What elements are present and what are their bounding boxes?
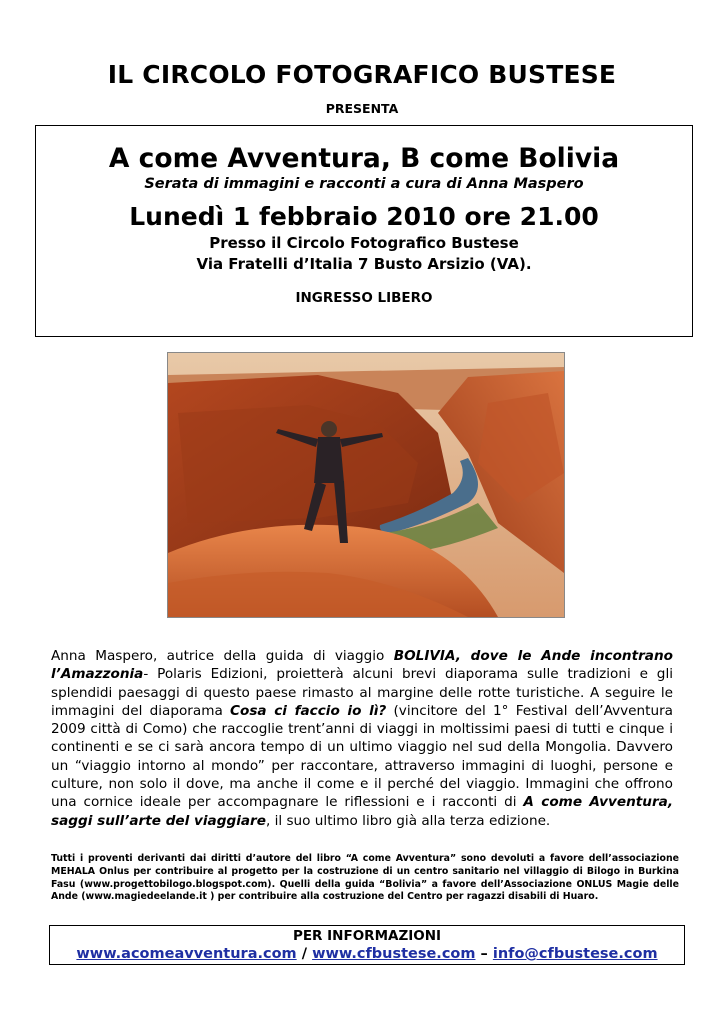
book-title-bolivia: BOLIVIA, dove le Ande incontrano l’Amazzonia	[51, 648, 673, 683]
venue-line-2: Via Fratelli d’Italia 7 Busto Arsizio (VA).	[196, 255, 532, 273]
event-box	[35, 125, 693, 337]
body-text-b: - Polaris Edizioni, proietterà alcuni brevi diaporama sulle tradizioni e gli splendidi paesaggi di questo paese rimasto al margine delle rotte turistiche. A seguire le immagini del diaporama	[51, 666, 673, 719]
info-box	[49, 925, 685, 965]
link-email[interactable]: info@cfbustese.com	[492, 946, 658, 962]
show-title: Cosa ci faccio io lì?	[230, 702, 387, 719]
event-title: A come Avventura, B come Bolivia	[108, 143, 620, 174]
body-text-d: , il suo ultimo libro già alla terza edizione.	[265, 812, 551, 829]
info-links	[50, 945, 684, 964]
venue-line-1: Presso il Circolo Fotografico Bustese	[209, 234, 519, 252]
link-cfbustese[interactable]: www.cfbustese.com	[312, 946, 476, 962]
separator: /	[296, 946, 313, 962]
body-text-a: Anna Maspero, autrice della guida di viaggio	[51, 648, 394, 664]
canyon-photo	[167, 352, 565, 618]
book-title-avventura: A come Avventura, saggi sull’arte del viaggiare	[51, 794, 673, 829]
footnote: Tutti i proventi derivanti dai diritti d’autore del libro “A come Avventura” sono devoluti a favore dell’associazione MEHALA Onlus per contribuire al progetto per la costruzione di un centro sanitario nel villaggio di Bilogo in Burkina Fasu (www.progettobilogo.blogspot.com). Quelli della guida “Bolivia” a favore dell’Associazione ONLUS Magie delle Ande (www.magiedeelande.it ) per contribuire alla costruzione del Centro per ragazzi disabili di Huaro.	[51, 853, 679, 903]
organization-title: IL CIRCOLO FOTOGRAFICO BUSTESE	[107, 60, 617, 89]
separator: –	[475, 946, 493, 962]
event-datetime: Lunedì 1 febbraio 2010 ore 21.00	[129, 202, 599, 231]
event-subtitle: Serata di immagini e racconti a cura di Anna Maspero	[144, 176, 584, 192]
link-acomeavventura[interactable]: www.acomeavventura.com	[76, 946, 297, 962]
presents-label: PRESENTA	[325, 101, 399, 116]
info-title: PER INFORMAZIONI	[292, 928, 442, 944]
body-text-c: (vincitore del 1° Festival dell’Avventura 2009 città di Como) che raccoglie trent’anni di viaggi in moltissimi paesi di tutti e cinque i continenti e se ci sarà ancora tempo di un ultimo viaggio nel sud della Mongolia. Davvero un “viaggio intorno al mondo” per raccontare, attraverso immagini di luoghi, persone e culture, non solo il dove, ma anche il come e il perché del viaggio. Immagini che offrono una cornice ideale per accompagnare le riflessioni e i racconti di	[51, 702, 673, 811]
body-paragraph	[51, 647, 673, 830]
entry-label: INGRESSO LIBERO	[295, 290, 433, 306]
